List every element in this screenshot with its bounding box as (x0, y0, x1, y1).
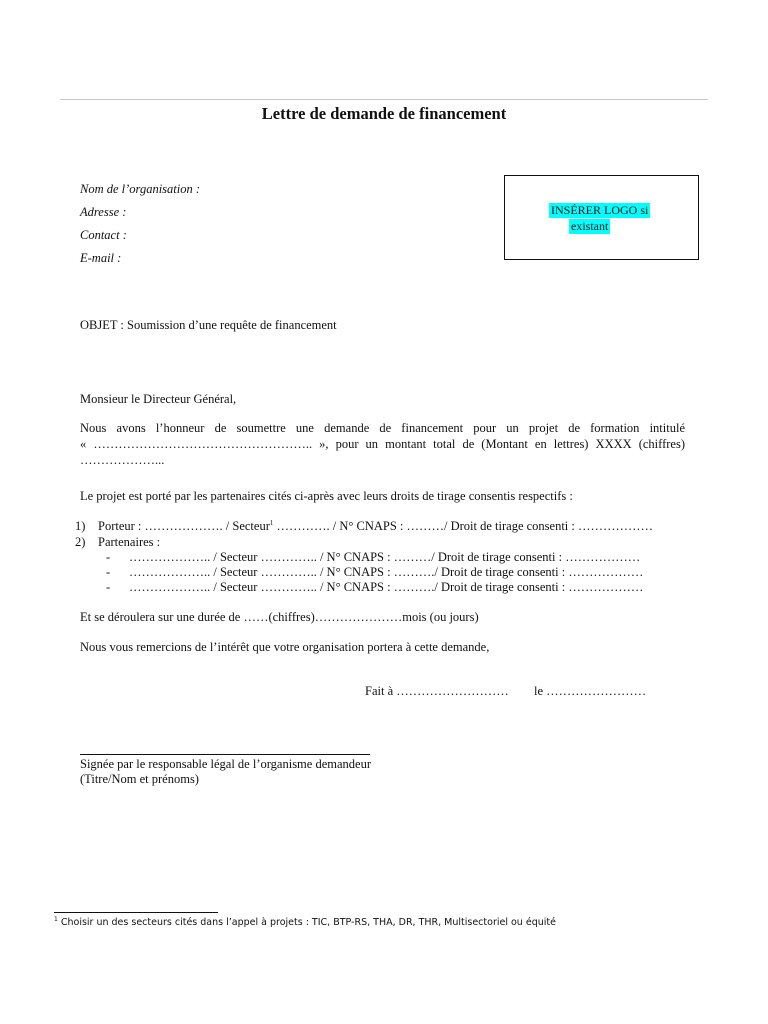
porteur-text: Porteur : ………………. / Secteur (98, 519, 270, 533)
signature-line (80, 754, 370, 755)
paragraph1-line1: Nous avons l’honneur de soumettre une demande de financement pour un projet de formation intitulé (80, 421, 685, 435)
partner-row: ……………….. / Secteur ………….. / N° CNAPS : ………./ Droit de tirage consenti : ……………… (129, 580, 644, 594)
address-label: Adresse : (80, 205, 127, 219)
logo-placeholder-line1: INSÉRER LOGO si (551, 203, 649, 217)
paragraph1-line2: « …………………………………………….. », pour un montant total de (Montant en lettres) XXXX (chiffres) (80, 437, 685, 451)
salutation: Monsieur le Directeur Général, (80, 392, 237, 406)
signature-subcaption: (Titre/Nom et prénoms) (80, 772, 199, 786)
duration-line: Et se déroulera sur une durée de ……(chiffres)…………………mois (ou jours) (80, 610, 479, 624)
footnote-separator (54, 912, 218, 913)
footnote-ref: 1 (269, 518, 274, 527)
footnote (54, 917, 556, 928)
partner-row: ……………….. / Secteur ………….. / N° CNAPS : ………./ Droit de tirage consenti : ……………… (129, 565, 644, 579)
email-label: E-mail : (80, 251, 122, 265)
footnote-marker: 1 (54, 915, 58, 923)
list-item1-number: 1) (75, 519, 86, 533)
logo-placeholder-line2: existant (571, 219, 609, 233)
fait-a: Fait à ……………………… (365, 684, 509, 698)
list-item2-number: 2) (75, 535, 86, 549)
partners-intro: Le projet est porté par les partenaires cités ci-après avec leurs droits de tirage consentis respectifs : (80, 489, 573, 503)
footnote-text: Choisir un des secteurs cités dans l’appel à projets : TIC, BTP-RS, THA, DR, THR, Multisectoriel ou équité (57, 917, 556, 928)
partner-row: ……………….. / Secteur ………….. / N° CNAPS : ………/ Droit de tirage consenti : ……………… (129, 550, 641, 564)
signature-caption: Signée par le responsable légal de l’organisme demandeur (80, 757, 371, 771)
org-name-label: Nom de l’organisation : (80, 182, 201, 196)
objet-line: OBJET : Soumission d’une requête de financement (80, 318, 337, 332)
logo-placeholder (504, 175, 699, 260)
porteur-text-rest: …………. / N° CNAPS : ………/ Droit de tirage consenti : ……………… (273, 519, 653, 533)
sub-dash: - (106, 565, 111, 579)
sub-dash: - (106, 550, 111, 564)
contact-label: Contact : (80, 228, 127, 242)
document-title: Lettre de demande de financement (261, 104, 507, 123)
paragraph1-line3: ………………... (80, 453, 165, 467)
header-rule (60, 99, 708, 100)
list-item1-porteur (98, 519, 653, 534)
date-le: le …………………… (534, 684, 647, 698)
sub-dash: - (106, 580, 111, 594)
thanks-line: Nous vous remercions de l’intérêt que votre organisation portera à cette demande, (80, 640, 490, 654)
list-item2-partenaires: Partenaires : (98, 535, 161, 549)
